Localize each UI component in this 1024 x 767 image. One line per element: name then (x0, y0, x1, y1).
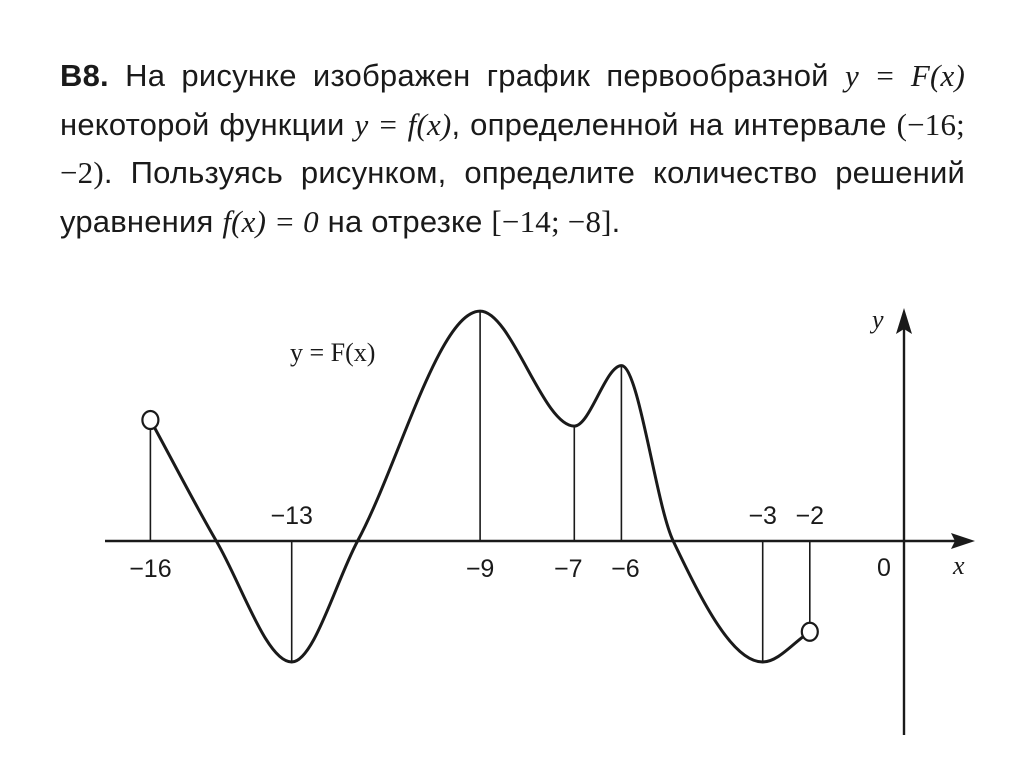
function-expression: y = f(x) (354, 106, 452, 142)
x-tick-label: −6 (611, 555, 640, 583)
segment: [−14; −8] (491, 203, 612, 239)
y-axis-label: y (872, 305, 884, 334)
x-tick-labels (129, 502, 824, 583)
axes (105, 305, 975, 735)
antiderivative-expression: y = F(x) (844, 58, 966, 93)
open-endpoint (802, 623, 818, 641)
problem-text-3: , определенной на интервале (451, 106, 897, 142)
curve-label: y = F(x) (290, 338, 376, 367)
x-tick-label: −9 (465, 555, 495, 583)
x-tick-label: −16 (129, 555, 172, 583)
open-endpoint (142, 411, 158, 429)
equation: f(x) = 0 (222, 203, 319, 239)
x-tick-label: −2 (795, 502, 825, 530)
problem-number: В8. (60, 58, 109, 93)
problem-text-5: на отрезке (318, 203, 492, 239)
problem-text-4: . Пользуясь рисунком, определите количество решений уравнения (60, 155, 965, 239)
problem-text-2: некоторой функции (60, 106, 355, 142)
problem-text-6: . (611, 203, 621, 239)
domain-interval: (−16; −2) (60, 106, 965, 190)
x-tick-label: −13 (270, 502, 313, 530)
problem-text-1: На рисунке изображен график первообразной (108, 58, 845, 93)
x-tick-label: −7 (554, 555, 583, 583)
origin-label: 0 (877, 554, 891, 582)
x-axis-label: x (953, 551, 965, 580)
x-tick-label: −3 (748, 502, 777, 530)
